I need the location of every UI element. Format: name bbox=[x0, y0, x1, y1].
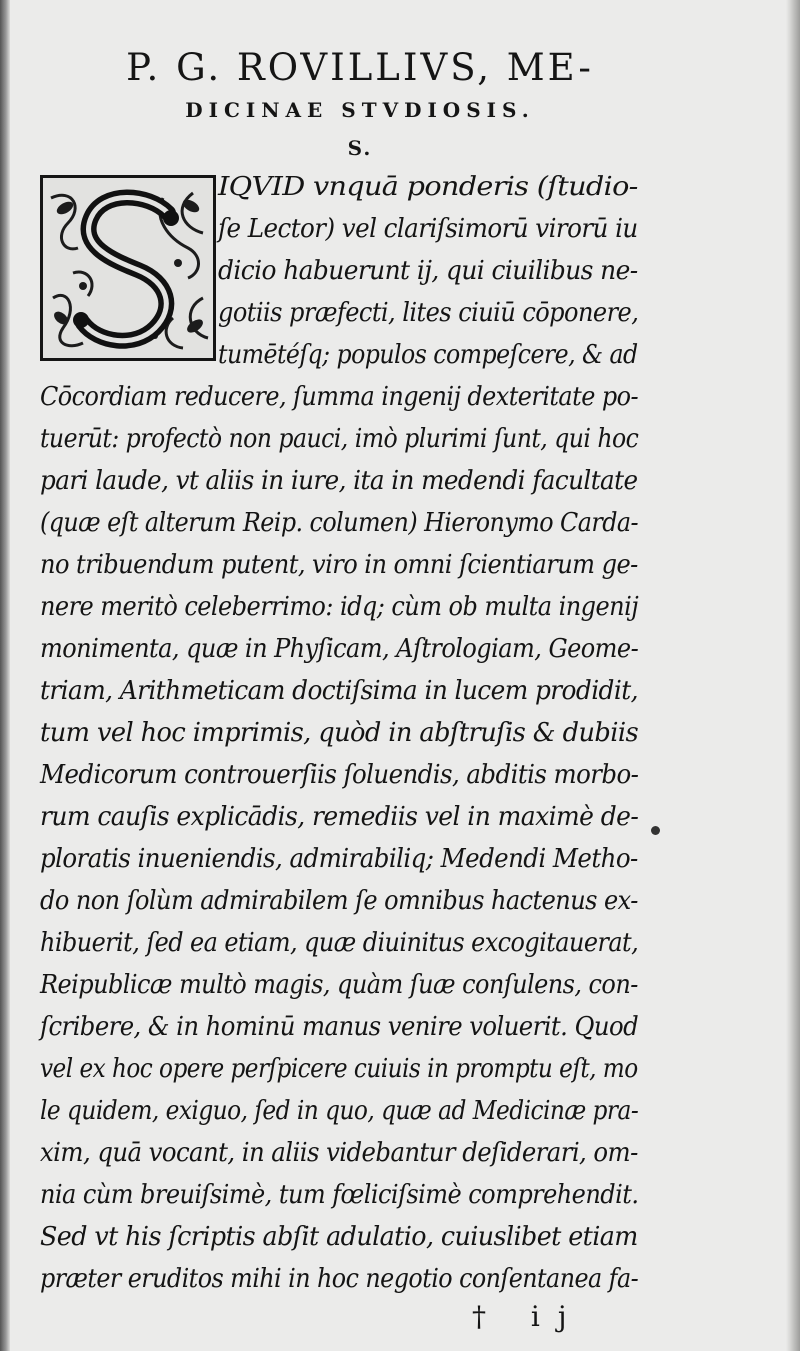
text-line: no tribuendum putent, viro in omni ſcientiarum ge- bbox=[40, 550, 638, 580]
text-line: gotiis præfecti, lites ciuiū cōponere, bbox=[218, 298, 639, 328]
text-line: præter eruditos mihi in hoc negotio conſentanea fa- bbox=[40, 1264, 639, 1294]
text-line: dicio habuerunt ij, qui ciuilibus ne- bbox=[218, 256, 638, 286]
page-subtitle: DICINAE STVDIOSIS. bbox=[185, 98, 535, 122]
text-line: monimenta, quæ in Phyſicam, Aſtrologiam, Geome- bbox=[40, 634, 639, 664]
text-line: tuerūt: profectò non pauci, imò plurimi ſunt, qui hoc bbox=[40, 424, 639, 454]
text-line: ſcribere, & in hominū manus venire voluerit. Quod bbox=[40, 1012, 639, 1042]
text-line: ſe Lector) vel clariſsimorū virorū iu bbox=[218, 214, 638, 244]
text-line: pari laude, vt aliis in iure, ita in medendi facultate bbox=[40, 466, 638, 496]
margin-mark bbox=[651, 826, 660, 835]
salutation: S. bbox=[347, 136, 373, 160]
text-line: IQVID vnquā ponderis (ſtudio- bbox=[218, 172, 638, 202]
text-line: Cōcordiam reducere, ſumma ingenij dexteritate po- bbox=[40, 382, 638, 412]
text-line: rum cauſis explicādis, remediis vel in maximè de- bbox=[40, 802, 639, 832]
page-title: P. G. ROVILLIVS, ME- bbox=[126, 46, 594, 89]
text-line: ploratis inueniendis, admirabiliq; Medendi Metho- bbox=[40, 844, 638, 874]
ornamental-initial-icon bbox=[40, 175, 216, 361]
signature-mark: † ij bbox=[472, 1300, 585, 1333]
text-line: tumētéſq; populos compeſcere, & ad bbox=[218, 340, 638, 370]
text-line: do non ſolùm admirabilem ſe omnibus hactenus ex- bbox=[40, 886, 638, 916]
text-line: nere meritò celeberrimo: idq; cùm ob multa ingenij bbox=[40, 592, 639, 622]
text-line: Sed vt his ſcriptis abſit adulatio, cuiuslibet etiam bbox=[40, 1222, 638, 1252]
text-line: xim, quā vocant, in aliis videbantur deſiderari, om- bbox=[40, 1138, 638, 1168]
text-line: hibuerit, ſed ea etiam, quæ diuinitus excogitauerat, bbox=[40, 928, 639, 958]
text-line: Medicorum controuerſiis ſoluendis, abditis morbo- bbox=[40, 760, 639, 790]
text-line: tum vel hoc imprimis, quòd in abſtruſis & dubiis bbox=[40, 718, 639, 748]
text-line: vel ex hoc opere perſpicere cuiuis in promptu eſt, mo bbox=[40, 1054, 638, 1084]
text-line: nia cùm breuiſsimè, tum fœliciſsimè comprehendit. bbox=[40, 1180, 639, 1210]
drop-cap-s-icon bbox=[43, 178, 213, 358]
text-line: Reipublicæ multò magis, quàm ſuæ conſulens, con- bbox=[40, 970, 638, 1000]
page-gutter-shadow bbox=[0, 0, 10, 1351]
text-line: le quidem, exiguo, ſed in quo, quæ ad Medicinæ pra- bbox=[40, 1096, 639, 1126]
text-line: triam, Arithmeticam doctiſsima in lucem prodidit, bbox=[40, 676, 638, 706]
page-edge-shadow bbox=[786, 0, 800, 1351]
text-line: (quæ eſt alterum Reip. columen) Hieronymo Carda- bbox=[40, 508, 639, 538]
